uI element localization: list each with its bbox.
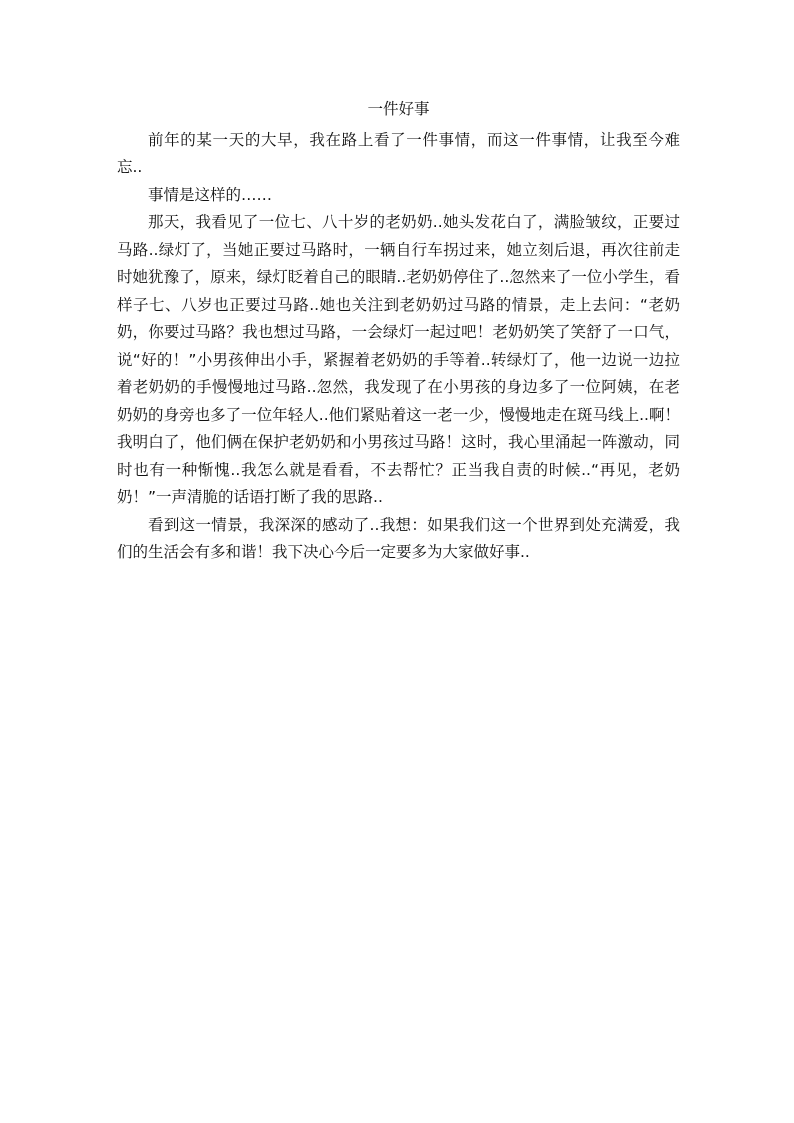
paragraph-3: 那天，我看见了一位七、八十岁的老奶奶..她头发花白了，满脸皱纹，正要过马路..绿灯了，当她正要过马路时，一辆自行车拐过来，她立刻后退，再次往前走时她犹豫了，原来，绿灯眨着自己的眼睛..老奶奶停住了..忽然来了一位小学生，看样子七、八岁也正要过马路..她也关注到老奶奶过马路的情景，走上去问：“老奶奶，你要过马路？我也想过马路，一会绿灯一起过吧！老奶奶笑了笑舒了一口气，说“好的！”小男孩伸出小手，紧握着老奶奶的手等着..转绿灯了，他一边说一边拉着老奶奶的手慢慢地过马路..忽然，我发现了在小男孩的身边多了一位阿姨，在老奶奶的身旁也多了一位年轻人..他们紧贴着这一老一少，慢慢地走在斑马线上..啊！我明白了，他们俩在保护老奶奶和小男孩过马路！这时，我心里涌起一阵激动，同时也有一种惭愧..我怎么就是看看，不去帮忙？正当我自责的时候..“再见，老奶奶！”一声清脆的话语打断了我的思路.. [117,213,680,506]
document-body [117,96,680,567]
paragraph-1: 前年的某一天的大早，我在路上看了一件事情，而这一件事情，让我至今难忘.. [117,130,680,176]
document-title: 一件好事 [367,100,430,118]
paragraph-2: 事情是这样的…… [148,185,273,204]
paragraph-4: 看到这一情景，我深深的感动了..我想：如果我们这一个世界到处充满爱，我们的生活会有多和谐！我下决心今后一定要多为大家做好事.. [117,515,680,561]
